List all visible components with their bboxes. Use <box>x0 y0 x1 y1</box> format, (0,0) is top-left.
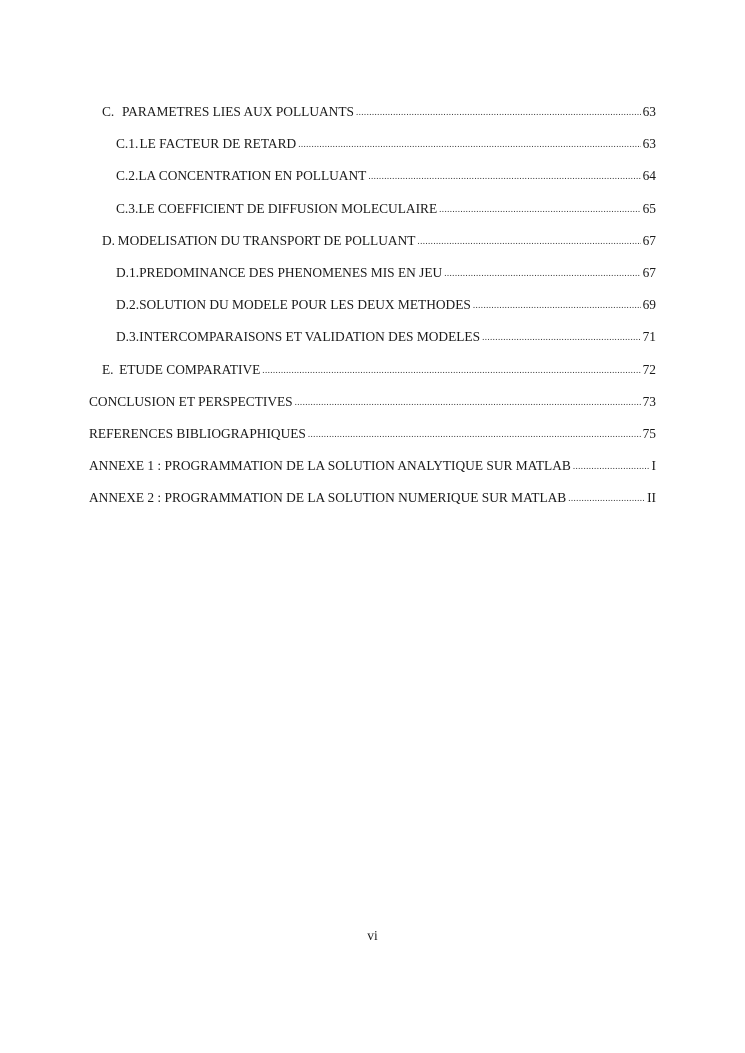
toc-title: PREDOMINANCE DES PHENOMENES MIS EN JEU <box>139 264 443 280</box>
toc-title: MODELISATION DU TRANSPORT DE POLLUANT <box>117 232 416 248</box>
toc-title: ETUDE COMPARATIVE <box>119 361 261 377</box>
toc-entry-annexe-1[interactable] <box>89 458 656 490</box>
toc-entry-d3[interactable] <box>89 329 656 361</box>
toc-entry-c2[interactable] <box>89 168 656 200</box>
toc-title: SOLUTION DU MODELE POUR LES DEUX METHODES <box>139 297 471 313</box>
toc-page: 63 <box>642 104 656 119</box>
dot-leader <box>482 328 641 344</box>
toc-page: 73 <box>642 393 656 409</box>
toc-title: CONCLUSION ET PERSPECTIVES <box>89 393 293 409</box>
toc-entry-c3[interactable] <box>89 201 656 233</box>
toc-page: I <box>651 458 656 474</box>
dot-leader <box>262 361 640 377</box>
dot-leader <box>444 264 640 280</box>
dot-leader <box>568 489 645 505</box>
toc-number: D. <box>102 232 116 248</box>
toc-entry-d[interactable] <box>89 233 656 265</box>
toc-title: INTERCOMPARAISONS ET VALIDATION DES MODELES <box>139 329 481 345</box>
toc-page: 64 <box>642 168 656 184</box>
table-of-contents <box>89 104 656 522</box>
toc-title: LE FACTEUR DE RETARD <box>139 136 297 152</box>
toc-page: 71 <box>642 329 656 345</box>
toc-entry-references[interactable] <box>89 426 656 458</box>
toc-page: 72 <box>642 361 656 377</box>
toc-title: LA CONCENTRATION EN POLLUANT <box>138 168 367 184</box>
toc-page: 69 <box>642 297 656 313</box>
dot-leader <box>368 167 640 183</box>
toc-page: 75 <box>642 425 656 441</box>
toc-number: C.3. <box>116 200 139 216</box>
dot-leader <box>295 393 641 409</box>
toc-number: C.2. <box>116 168 139 184</box>
toc-number: C. <box>102 104 115 119</box>
toc-number: E. <box>102 361 114 377</box>
toc-number: D.2. <box>116 297 140 313</box>
dot-leader <box>308 425 641 441</box>
dot-leader <box>573 457 650 473</box>
toc-number: D.1. <box>116 264 140 280</box>
toc-page: 67 <box>642 264 656 280</box>
toc-page: 63 <box>642 136 656 152</box>
dot-leader <box>439 200 640 216</box>
toc-page: 67 <box>642 232 656 248</box>
dot-leader <box>473 296 641 312</box>
toc-number: D.3. <box>116 329 140 345</box>
dot-leader <box>298 135 640 151</box>
toc-title: LE COEFFICIENT DE DIFFUSION MOLECULAIRE <box>138 200 438 216</box>
toc-entry-c1[interactable] <box>89 136 656 168</box>
dot-leader <box>356 103 641 119</box>
toc-entry-annexe-2[interactable] <box>89 490 656 522</box>
toc-page: II <box>647 490 656 506</box>
toc-entry-e[interactable] <box>89 362 656 394</box>
toc-number: C.1. <box>116 136 139 152</box>
toc-page: 65 <box>642 200 656 216</box>
toc-title: ANNEXE 1 : PROGRAMMATION DE LA SOLUTION ANALYTIQUE SUR MATLAB <box>89 458 571 474</box>
toc-entry-c[interactable] <box>89 104 656 136</box>
toc-title: PARAMETRES LIES AUX POLLUANTS <box>121 104 354 119</box>
toc-entry-d2[interactable] <box>89 297 656 329</box>
page-number: vi <box>367 928 378 943</box>
toc-entry-conclusion[interactable] <box>89 394 656 426</box>
toc-entry-d1[interactable] <box>89 265 656 297</box>
dot-leader <box>417 232 640 248</box>
toc-title: REFERENCES BIBLIOGRAPHIQUES <box>89 425 306 441</box>
toc-title: ANNEXE 2 : PROGRAMMATION DE LA SOLUTION NUMERIQUE SUR MATLAB <box>89 490 567 506</box>
